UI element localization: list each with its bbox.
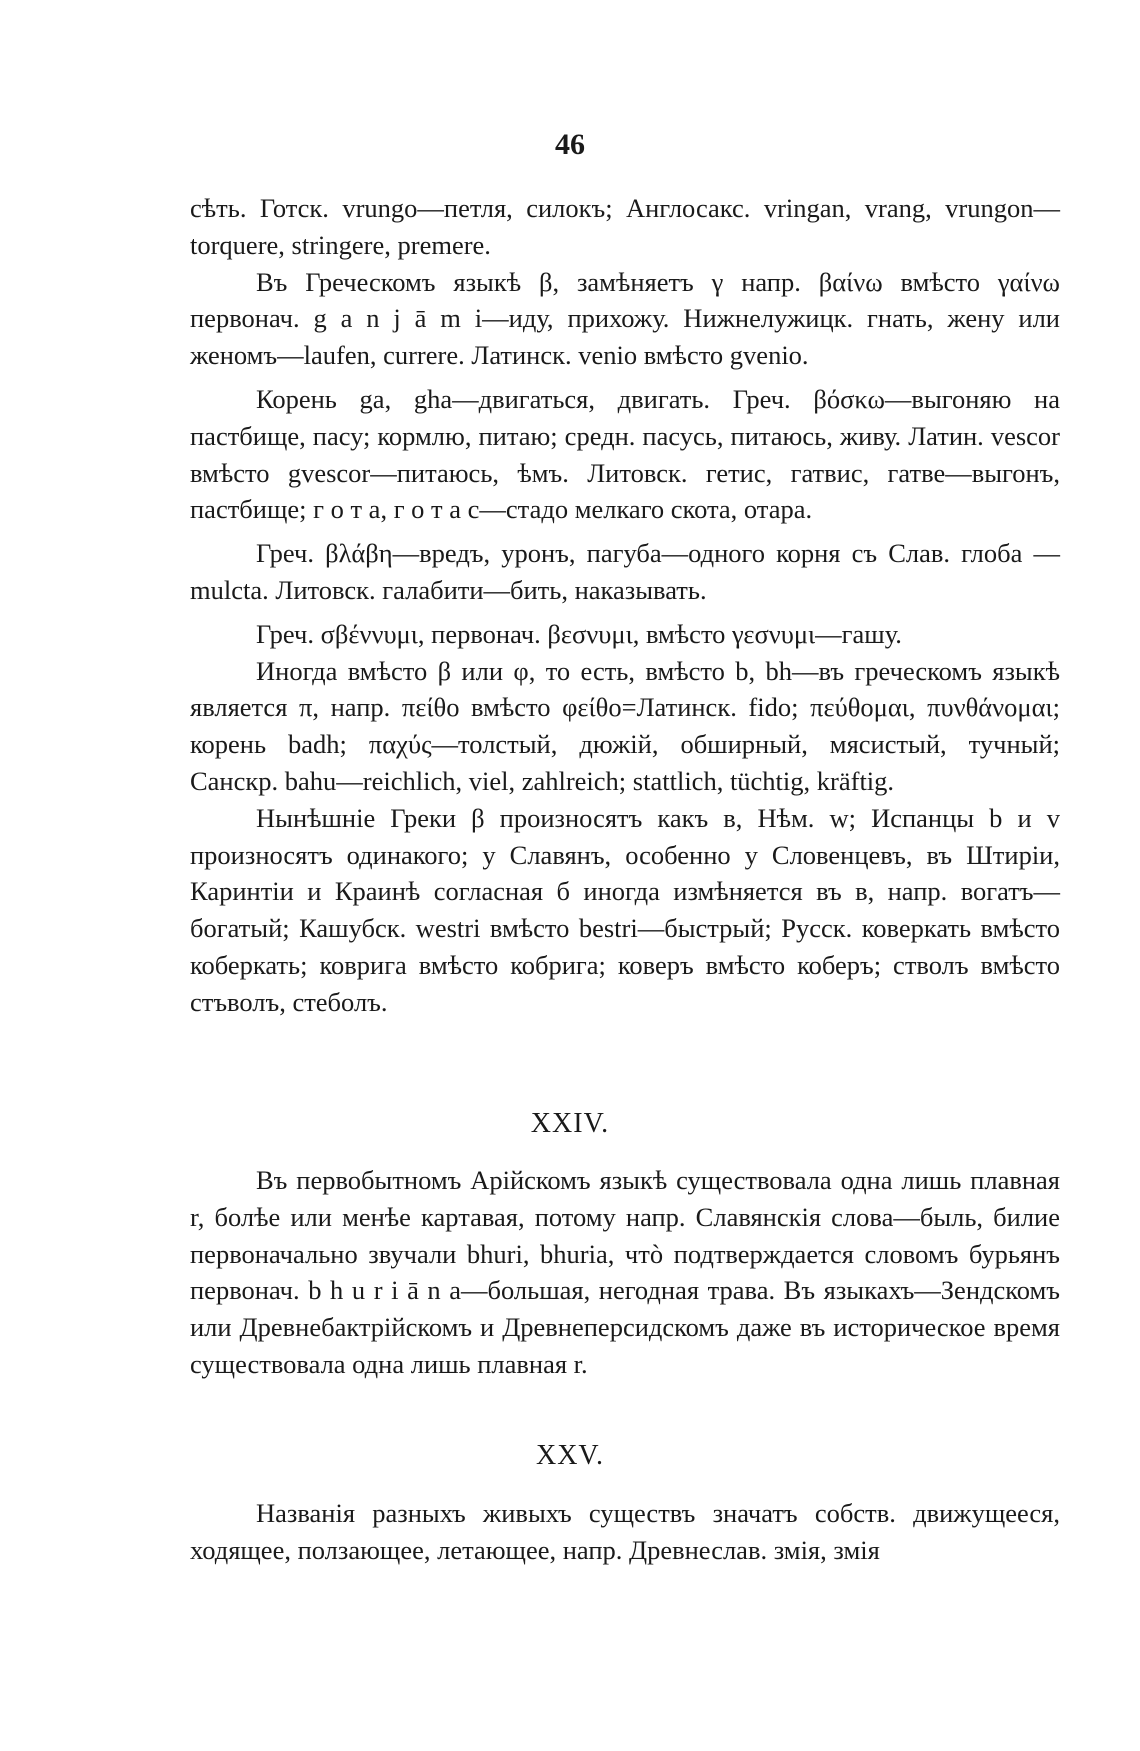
paragraph: Греч. σβέννυμι, первонач. βεσνυμι, вмѣсто γεσνυμι—гашу. <box>256 618 902 649</box>
paragraph: Въ первобытномъ Арійскомъ языкѣ существовала одна лишь плавная r, болѣе или менѣе картавая, потому напр. Славянскія слова—быль, билие первоначально звучали bhuri, bhuria, чтò подтверждается словомъ бурьянъ первонач. b h u r i ā n a—большая, негодная трава. Въ языкахъ—Зендскомъ или Древнебактрійскомъ и Древнеперсидскомъ даже въ историческое время существовала одна лишь плавная r. <box>190 1165 1060 1379</box>
paragraph: Въ Греческомъ языкѣ β, замѣняетъ γ напр. βαίνω вмѣсто γαίνω первонач. g a n j ā m i—иду, прихожу. Нижнелужицк. гнать, жену или женомъ—laufen, currere. Латинск. venio вмѣсто gvenio. <box>190 266 1060 371</box>
body-text <box>190 190 1060 1021</box>
paragraph: Корень ga, gha—двигаться, двигать. Греч. βόσκω—выгоняю на пастбище, пасу; кормлю, питаю; средн. пасусь, питаюсь, живу. Латин. vescor вмѣсто gvescor—питаюсь, ѣмъ. Литовск. гетис, гатвис, гатве—выгонъ, пастбище; г о т а, г о т а с—стадо мелкаго скота, отара. <box>190 383 1060 525</box>
paragraph: Греч. βλάβη—вредъ, уронъ, пагуба—одного корня съ Слав. глоба —mulcta. Литовск. галабити—бить, наказывать. <box>190 538 1060 605</box>
section-heading-xxiv: XXIV. <box>530 1108 610 1139</box>
section-24-text <box>190 1162 1060 1383</box>
section-heading-xxv: XXV. <box>535 1440 605 1471</box>
page-number: 46 <box>555 128 585 161</box>
section-25-text <box>190 1495 1060 1569</box>
paragraph: Иногда вмѣсто β или φ, то есть, вмѣсто b, bh—въ греческомъ языкѣ является π, напр. πείθο вмѣсто φείθο=Латинск. fido; πεύθομαι, πυνθάνομαι; корень badh; παχύς—толстый, дюжій, обширный, мясистый, тучный; Санскр. bahu—reichlich, viel, zahlreich; stattlich, tüchtig, kräftig. <box>190 655 1060 796</box>
paragraph: Названія разныхъ живыхъ существъ значатъ собств. движущееся, ходящее, ползающее, летающее, напр. Древнеслав. змія, змія <box>190 1498 1060 1565</box>
paragraph: сѣть. Готск. vrungo—петля, силокъ; Англосакс. vringan, vrang, vrungon—torquere, stringere, premere. <box>190 193 1060 260</box>
paragraph: Нынѣшніе Греки β произносятъ какъ в, Нѣм. w; Испанцы b и v произносятъ одинакого; у Славянъ, особенно у Словенцевъ, въ Штиріи, Каринтіи и Краинѣ согласная б иногда измѣняется въ в, напр. вогатъ—богатый; Кашубск. westri вмѣсто bestri—быстрый; Русск. коверкать вмѣсто коберкать; коврига вмѣсто кобрига; коверъ вмѣсто коберъ; стволъ вмѣсто стъволъ, стеболъ. <box>190 802 1060 1017</box>
